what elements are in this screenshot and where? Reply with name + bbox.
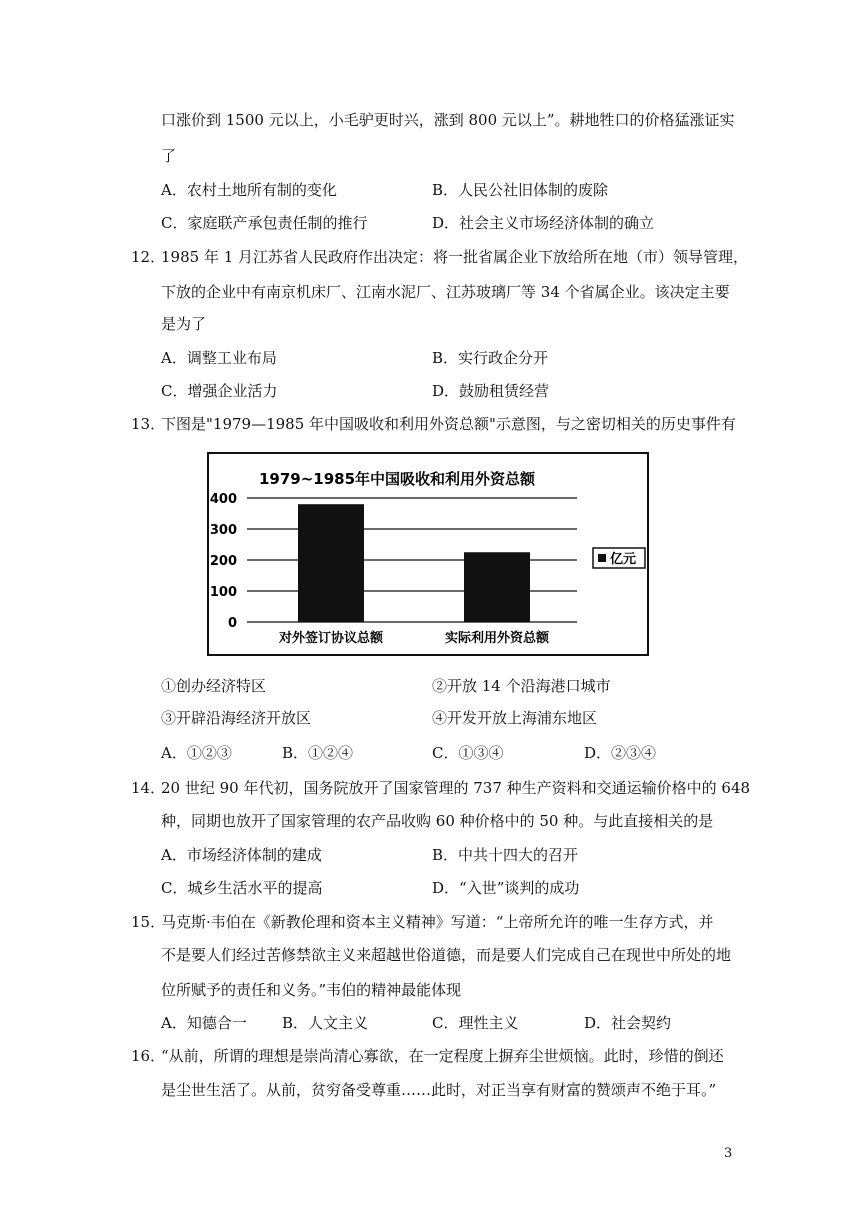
q13-option-a: A．①②③ (161, 744, 232, 762)
q15-stem-line2: 不是要人们经过苦修禁欲主义来超越世俗道德，而是要人们完成自己在现世中所处的地 (161, 946, 732, 964)
q14-option-d: D．“入世”谈判的成功 (432, 879, 580, 897)
q14-stem-line1: 20 世纪 90 年代初，国务院放开了国家管理的 737 种生产资料和交通运输价格中的 648 (161, 779, 751, 797)
q13-item-1: ①创办经济特区 (161, 677, 267, 695)
q15-stem-line1: 马克斯·韦伯在《新教伦理和资本主义精神》写道：“上帝所允许的唯一生存方式，并 (161, 913, 714, 931)
y-tick-label: 0 (227, 616, 237, 631)
bar-1 (298, 504, 364, 622)
y-tick-label: 200 (209, 554, 237, 569)
q12-stem-line3: 是为了 (161, 315, 207, 333)
q13-stem-line1: 下图是"1979—1985 年中国吸收和利用外资总额"示意图，与之密切相关的历史事件有 (161, 415, 736, 433)
q13-item-2: ②开放 14 个沿海港口城市 (432, 677, 611, 695)
q12-option-a: A．调整工业布局 (161, 349, 277, 367)
q14-option-b: B．中共十四大的召开 (432, 846, 579, 864)
q14-stem-line2: 种，同期也放开了国家管理的农产品收购 60 种价格中的 50 种。与此直接相关的是 (161, 812, 714, 830)
q11-option-b: B．人民公社旧体制的废除 (432, 181, 609, 199)
q11-option-c: C．家庭联产承包责任制的推行 (161, 214, 368, 232)
q15-option-c: C．理性主义 (432, 1014, 519, 1032)
q11-stem-line2: 了 (161, 147, 177, 165)
q13-number: 13． (131, 415, 166, 433)
y-tick-label: 300 (209, 523, 237, 538)
q15-option-a: A．知德合一 (161, 1014, 247, 1032)
q13-option-d: D．②③④ (584, 744, 657, 762)
q13-item-3: ③开辟沿海经济开放区 (161, 709, 312, 727)
chart-title: 1979~1985年中国吸收和利用外资总额 (258, 470, 536, 488)
q12-number: 12． (131, 248, 166, 266)
q16-number: 16． (131, 1047, 166, 1065)
q13-item-4: ④开发开放上海浦东地区 (432, 709, 598, 727)
bar-2 (464, 552, 530, 622)
q15-stem-line3: 位所赋予的责任和义务。”韦伯的精神最能体现 (161, 981, 462, 999)
x-category-label: 实际利用外资总额 (444, 631, 550, 646)
foreign-investment-chart (207, 452, 649, 656)
q11-option-a: A．农村土地所有制的变化 (161, 181, 337, 199)
page-number: 3 (724, 1146, 733, 1161)
chart-legend (593, 548, 645, 568)
q14-option-c: C．城乡生活水平的提高 (161, 879, 323, 897)
q15-option-d: D．社会契约 (584, 1014, 672, 1032)
q12-stem-line1: 1985 年 1 月江苏省人民政府作出决定：将一批省属企业下放给所在地（市）领导管理， (161, 248, 749, 266)
q13-option-c: C．①③④ (432, 744, 504, 762)
q15-option-b: B．人文主义 (282, 1014, 369, 1032)
q11-option-d: D．社会主义市场经济体制的确立 (432, 214, 655, 232)
q16-stem-line2: 是尘世生活了。从前，贫穷备受尊重……此时，对正当享有财富的赞颂声不绝于耳。” (161, 1081, 717, 1099)
q11-stem-line1: 口涨价到 1500 元以上，小毛驴更时兴，涨到 800 元以上”。耕地牲口的价格猛涨证实 (161, 111, 735, 129)
q12-option-c: C．增强企业活力 (161, 382, 278, 400)
q15-number: 15． (131, 913, 166, 931)
q12-option-d: D．鼓励租赁经营 (432, 382, 550, 400)
x-category-label: 对外签订协议总额 (278, 631, 384, 646)
q12-option-b: B．实行政企分开 (432, 349, 549, 367)
q14-number: 14． (131, 779, 166, 797)
q14-option-a: A．市场经济体制的建成 (161, 846, 322, 864)
q13-option-b: B．①②④ (282, 744, 354, 762)
y-tick-label: 400 (209, 492, 237, 507)
legend-swatch (598, 554, 606, 562)
q12-stem-line2: 下放的企业中有南京机床厂、江南水泥厂、江苏玻璃厂等 34 个省属企业。该决定主要 (161, 283, 730, 301)
legend-label: 亿元 (610, 552, 637, 567)
y-tick-label: 100 (209, 585, 237, 600)
q16-stem-line1: “从前，所谓的理想是崇尚清心寡欲，在一定程度上摒弃尘世烦恼。此时，珍惜的倒还 (161, 1047, 724, 1065)
